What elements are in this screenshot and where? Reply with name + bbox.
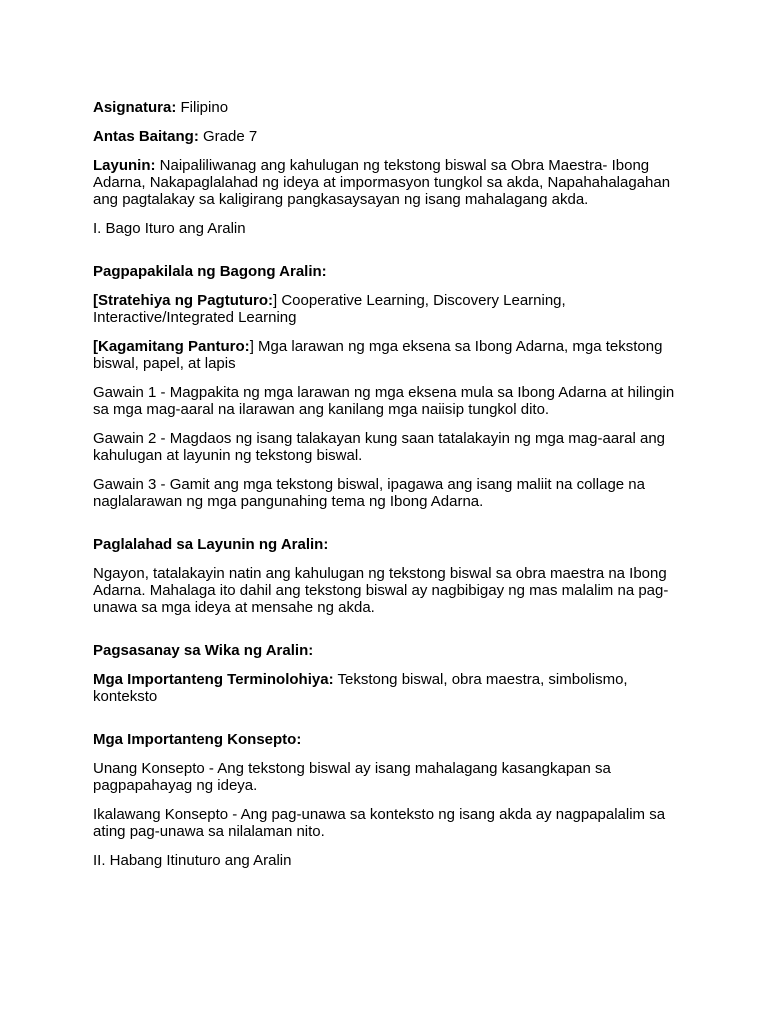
subject-label: Asignatura: (93, 99, 177, 116)
grade-value: Grade 7 (203, 128, 258, 145)
subject-line (93, 99, 693, 116)
lesson-plan (93, 99, 693, 881)
objective-section-text: Ngayon, tatalakayin natin ang kahulugan ng tekstong biswal sa obra maestra na Ibong Adarna. Mahalaga ito dahil ang tekstong biswal ay nagbibigay ng mas malalim na pag-unawa sa mga ideya at mensahe ng akda. (93, 565, 669, 616)
subject-value: Filipino (180, 99, 229, 116)
language-section-heading: Pagsasanay sa Wika ng Aralin: (93, 642, 314, 659)
part1-title: I. Bago Ituro ang Aralin (93, 220, 246, 237)
objective-text: Naipaliliwanag ang kahulugan ng tekstong biswal sa Obra Maestra- Ibong Adarna, Nakapaglalahad ng ideya at impormasyon tungkol sa akda, Napahahalagahan ang pagtalakay sa kaligirang pangkasaysayan ng isang mahalagang akda. (93, 157, 671, 208)
objective-paragraph (93, 157, 693, 208)
materials-paragraph (93, 338, 693, 372)
materials-text: ] Mga larawan ng mga eksena sa Ibong Adarna, mga tekstong biswal, papel, at lapis (93, 338, 663, 372)
part2-title: II. Habang Itinuturo ang Aralin (93, 852, 292, 869)
objective-label: Layunin: (93, 157, 156, 174)
terms-paragraph (93, 671, 693, 705)
concepts-heading: Mga Importanteng Konsepto: (93, 731, 302, 748)
terms-label: Mga Importanteng Terminolohiya: (93, 671, 334, 688)
strategy-paragraph (93, 292, 693, 326)
concept-2: Ikalawang Konsepto - Ang pag-unawa sa konteksto ng isang akda ay nagpapalalim sa ating pag-unawa sa nilalaman nito. (93, 806, 666, 840)
activity-1: Gawain 1 - Magpakita ng mga larawan ng mga eksena mula sa Ibong Adarna at hilingin sa mga mag-aaral na ilarawan ang kanilang mga naiisip tungkol dito. (93, 384, 675, 418)
objective-section-heading: Paglalahad sa Layunin ng Aralin: (93, 536, 329, 553)
concept-1: Unang Konsepto - Ang tekstong biswal ay isang mahalagang kasangkapan sa pagpapahayag ng ideya. (93, 760, 611, 794)
strategy-text: ] Cooperative Learning, Discovery Learning, Interactive/Integrated Learning (93, 292, 566, 326)
terms-text: Tekstong biswal, obra maestra, simbolismo, konteksto (93, 671, 628, 705)
strategy-label: [Stratehiya ng Pagtuturo: (93, 292, 274, 309)
materials-label: [Kagamitang Panturo: (93, 338, 250, 355)
activity-2: Gawain 2 - Magdaos ng isang talakayan kung saan tatalakayin ng mga mag-aaral ang kahulugan at layunin ng tekstong biswal. (93, 430, 666, 464)
grade-label: Antas Baitang: (93, 128, 199, 145)
grade-line (93, 128, 693, 145)
activity-3: Gawain 3 - Gamit ang mga tekstong biswal, ipagawa ang isang maliit na collage na naglalarawan ng mga pangunahing tema ng Ibong Adarna. (93, 476, 645, 510)
intro-heading: Pagpapakilala ng Bagong Aralin: (93, 263, 327, 280)
